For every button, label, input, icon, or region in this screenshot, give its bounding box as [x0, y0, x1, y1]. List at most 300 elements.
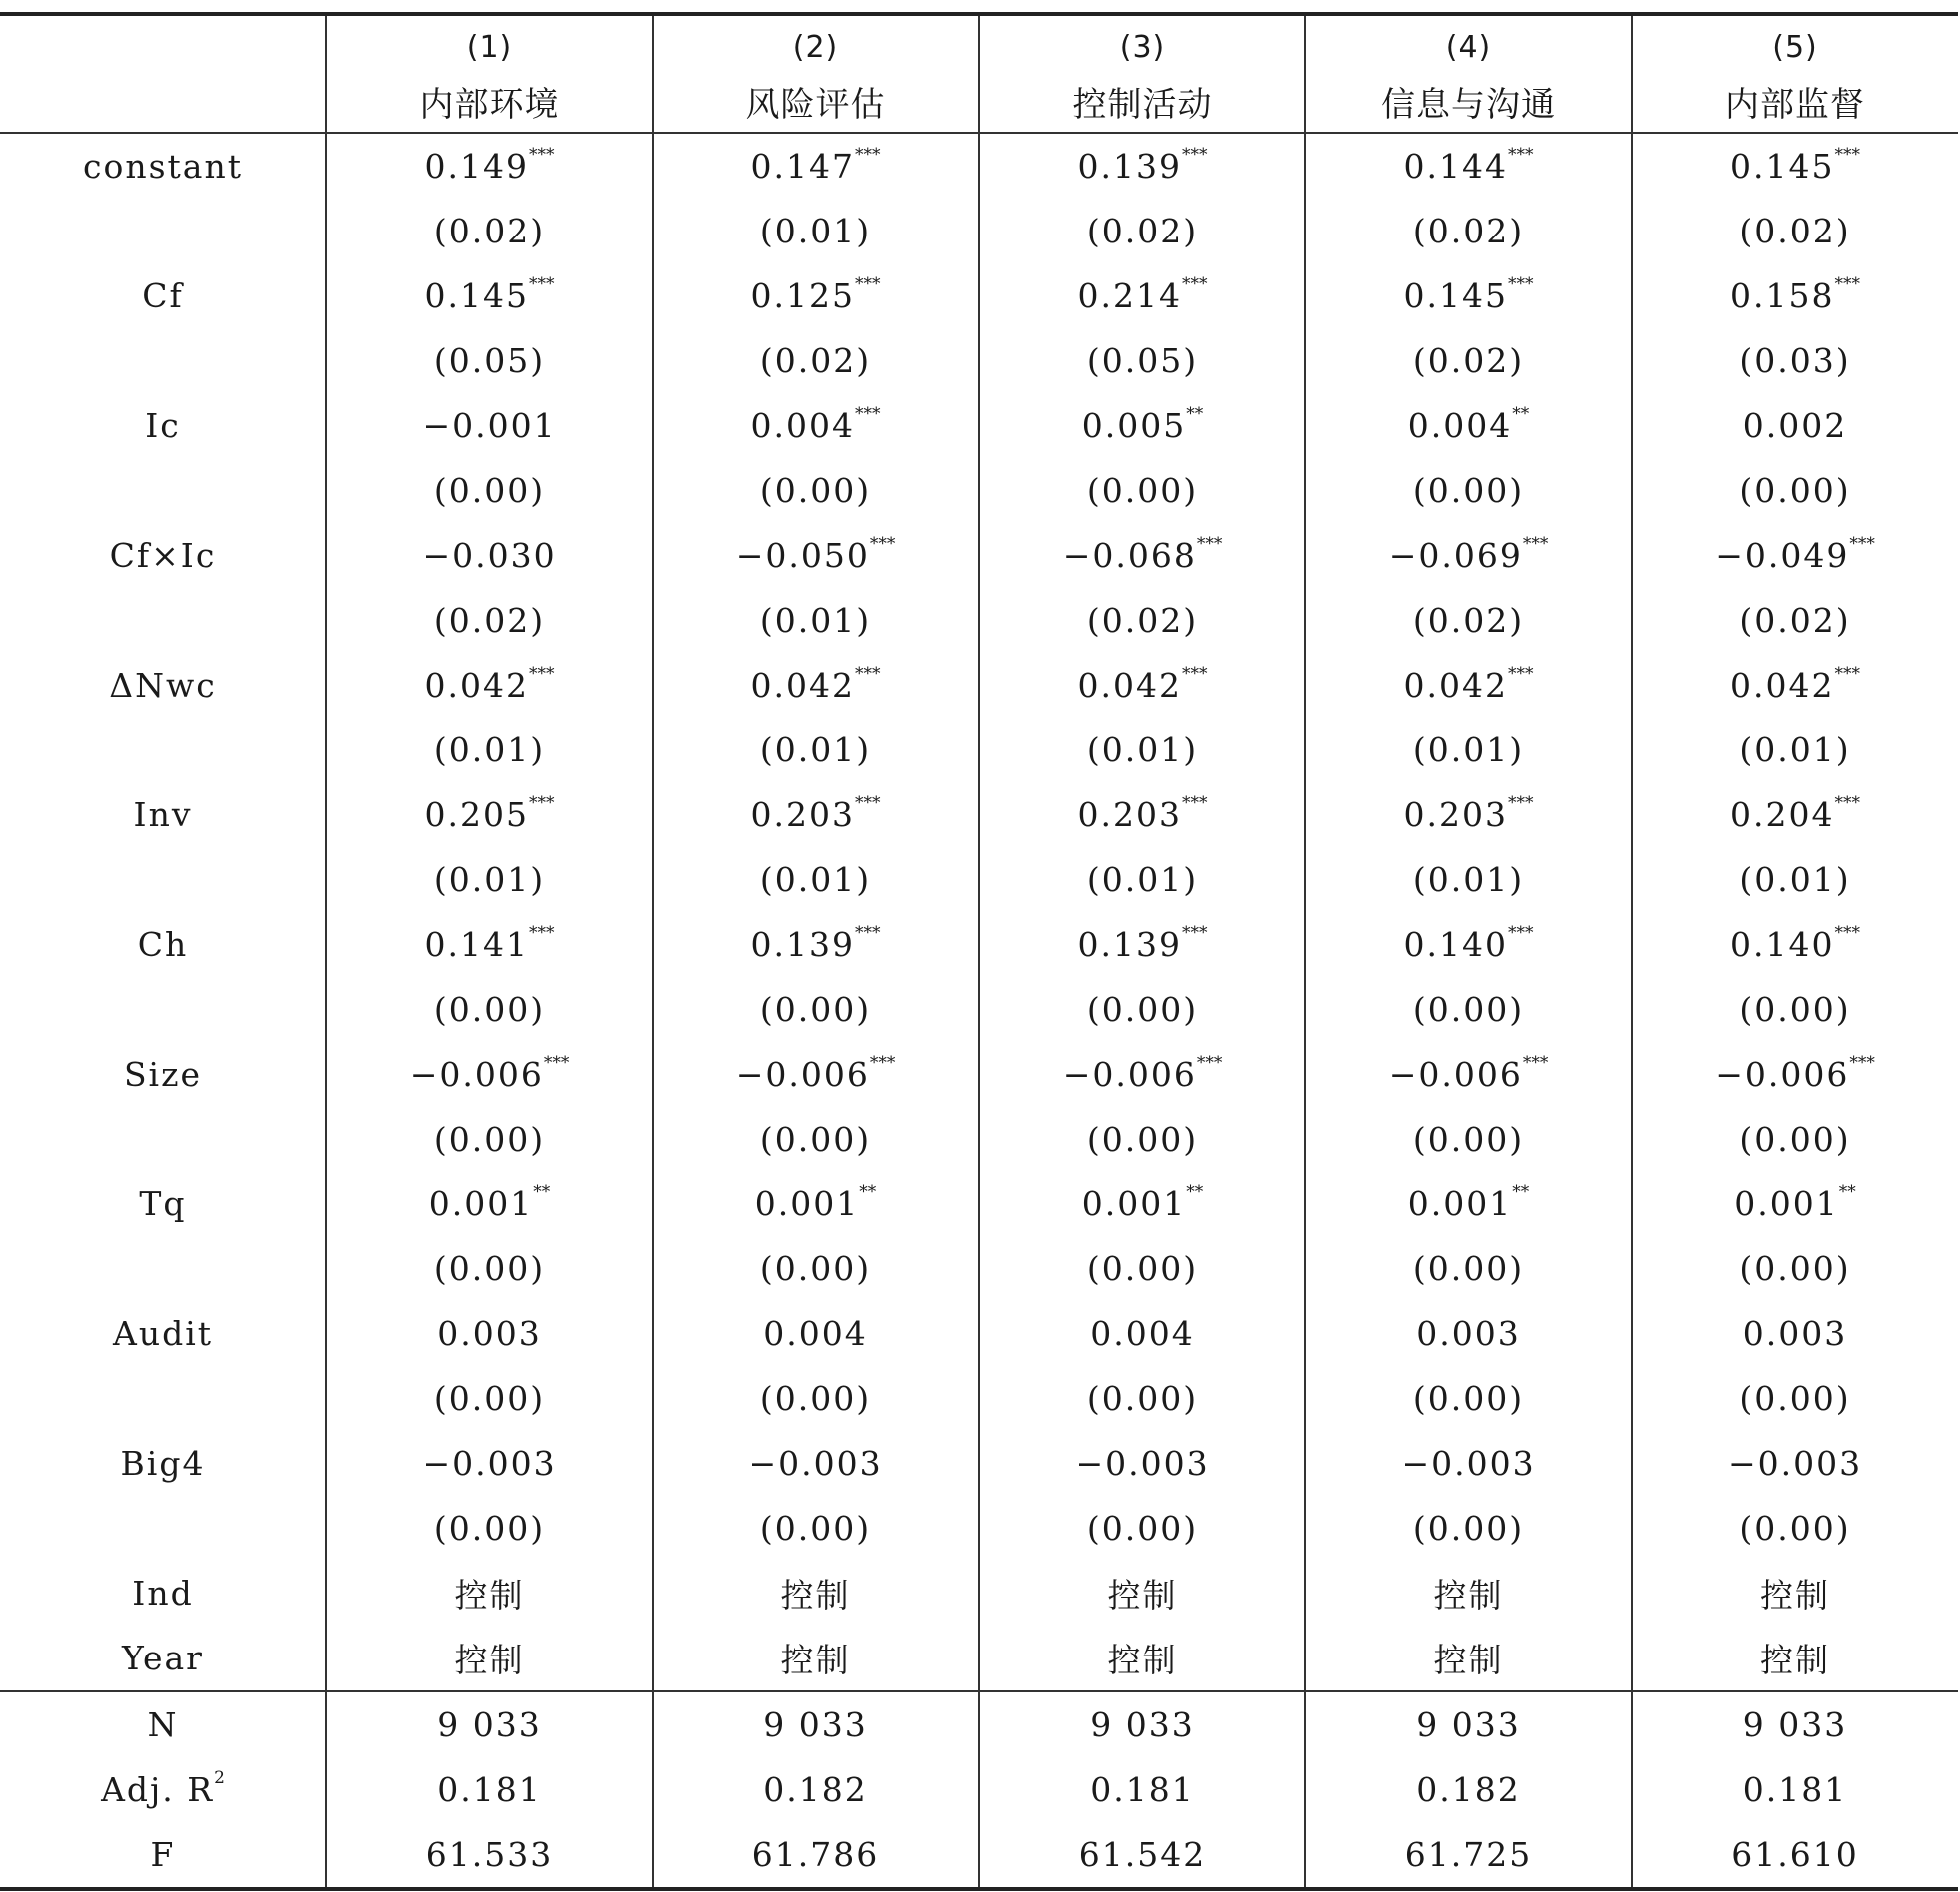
- coefficient-cell: [326, 782, 653, 847]
- statistic-cell: 61.542: [979, 1822, 1305, 1889]
- coefficient-cell: [653, 1172, 979, 1236]
- coefficient-cell: [1632, 782, 1958, 847]
- coefficient-cell: [1305, 653, 1632, 717]
- standard-error-cell: (0.00): [979, 977, 1305, 1042]
- coefficient-value: 0.139: [1077, 147, 1182, 186]
- control-row: [0, 1626, 1958, 1691]
- coefficient-rows: [0, 133, 1958, 1691]
- significance-stars: **: [859, 1182, 877, 1202]
- standard-error-cell: (0.00): [1632, 458, 1958, 523]
- coefficient-cell: [1632, 1172, 1958, 1236]
- coefficient-value: −0.006: [409, 1055, 544, 1094]
- coefficient-cell: [979, 1172, 1305, 1236]
- coefficient-cell: [1305, 1301, 1632, 1366]
- variable-label: Ch: [137, 925, 189, 964]
- standard-error-cell: (0.02): [653, 328, 979, 393]
- variable-label: Cf: [142, 276, 184, 315]
- standard-error-cell: (0.00): [326, 1366, 653, 1431]
- variable-label: ΔNwc: [109, 666, 217, 705]
- standard-error-cell: (0.00): [979, 458, 1305, 523]
- standard-error-row: [0, 977, 1958, 1042]
- coefficient-row: [0, 782, 1958, 847]
- coefficient-cell: [1632, 523, 1958, 588]
- standard-error-cell: (0.00): [979, 1496, 1305, 1561]
- regression-table-container: [0, 12, 1958, 1891]
- significance-stars: ***: [1507, 145, 1534, 165]
- coefficient-value: 0.141: [424, 925, 529, 964]
- significance-stars: ***: [1181, 793, 1208, 813]
- control-cell: 控制: [1305, 1561, 1632, 1626]
- header-corner-cell: [0, 72, 326, 133]
- coefficient-cell: [1632, 912, 1958, 977]
- statistic-label-cell: [0, 1691, 326, 1757]
- coefficient-cell: [979, 263, 1305, 328]
- coefficient-cell: [1305, 1172, 1632, 1236]
- coefficient-value: 0.003: [437, 1314, 542, 1353]
- coefficient-value: 0.140: [1403, 925, 1508, 964]
- standard-error-cell: (0.05): [979, 328, 1305, 393]
- significance-stars: ***: [1834, 274, 1860, 294]
- standard-error-cell: (0.00): [326, 1107, 653, 1172]
- statistic-cell: 0.181: [979, 1757, 1305, 1822]
- standard-error-cell: (0.00): [653, 977, 979, 1042]
- variable-label-empty: [0, 977, 326, 1042]
- standard-error-cell: (0.00): [1305, 1496, 1632, 1561]
- coefficient-value: 0.139: [750, 925, 855, 964]
- variable-label: Ic: [145, 406, 181, 445]
- standard-error-cell: (0.00): [979, 1366, 1305, 1431]
- coefficient-row: [0, 393, 1958, 458]
- statistic-cell: 61.533: [326, 1822, 653, 1889]
- coefficient-value: −0.006: [1062, 1055, 1197, 1094]
- header-row-numbers: [0, 14, 1958, 72]
- coefficient-cell: [1632, 1042, 1958, 1107]
- coefficient-value: −0.003: [422, 1444, 557, 1483]
- coefficient-value: 0.204: [1730, 795, 1835, 834]
- significance-stars: ***: [1522, 1053, 1549, 1073]
- coefficient-value: 0.149: [424, 147, 529, 186]
- significance-stars: ***: [854, 664, 881, 684]
- coefficient-value: 0.147: [750, 147, 855, 186]
- significance-stars: ***: [528, 145, 555, 165]
- column-name: 内部环境: [326, 72, 653, 133]
- standard-error-row: [0, 717, 1958, 782]
- coefficient-value: 0.003: [1416, 1314, 1521, 1353]
- coefficient-cell: [326, 1172, 653, 1236]
- coefficient-cell: [1632, 393, 1958, 458]
- variable-label: Cf×Ic: [109, 536, 217, 575]
- coefficient-value: 0.001: [1081, 1184, 1187, 1223]
- coefficient-cell: [979, 1042, 1305, 1107]
- coefficient-value: 0.003: [1742, 1314, 1848, 1353]
- standard-error-cell: (0.00): [653, 1107, 979, 1172]
- coefficient-cell: [1632, 653, 1958, 717]
- coefficient-value: 0.158: [1730, 276, 1835, 315]
- significance-stars: ***: [1181, 664, 1208, 684]
- control-cell: 控制: [653, 1626, 979, 1691]
- variable-label: Big4: [120, 1444, 206, 1483]
- significance-stars: ***: [1181, 145, 1208, 165]
- coefficient-cell: [653, 1301, 979, 1366]
- standard-error-cell: (0.00): [326, 1496, 653, 1561]
- statistic-row: [0, 1691, 1958, 1757]
- standard-error-cell: (0.01): [653, 199, 979, 263]
- standard-error-cell: (0.00): [326, 977, 653, 1042]
- significance-stars: ***: [854, 923, 881, 943]
- coefficient-cell: [979, 653, 1305, 717]
- significance-stars: ***: [528, 923, 555, 943]
- coefficient-value: −0.003: [1075, 1444, 1210, 1483]
- coefficient-value: −0.003: [748, 1444, 883, 1483]
- coefficient-value: 0.042: [1730, 666, 1835, 705]
- variable-label-empty: [0, 328, 326, 393]
- statistic-cell: 61.610: [1632, 1822, 1958, 1889]
- standard-error-cell: (0.02): [1305, 588, 1632, 653]
- coefficient-value: 0.145: [1730, 147, 1835, 186]
- standard-error-cell: (0.00): [1305, 458, 1632, 523]
- significance-stars: ***: [528, 274, 555, 294]
- significance-stars: ***: [528, 793, 555, 813]
- coefficient-cell: [1632, 263, 1958, 328]
- control-cell: 控制: [1305, 1626, 1632, 1691]
- standard-error-row: [0, 847, 1958, 912]
- variable-label: constant: [83, 147, 243, 186]
- standard-error-cell: (0.00): [1632, 1366, 1958, 1431]
- coefficient-value: 0.205: [424, 795, 529, 834]
- statistic-cell: 9 033: [979, 1691, 1305, 1757]
- variable-label: Inv: [133, 795, 193, 834]
- significance-stars: ***: [1181, 923, 1208, 943]
- standard-error-cell: (0.01): [326, 717, 653, 782]
- column-name: 内部监督: [1632, 72, 1958, 133]
- coefficient-value: 0.145: [1403, 276, 1508, 315]
- control-cell: 控制: [1632, 1561, 1958, 1626]
- standard-error-cell: (0.01): [653, 717, 979, 782]
- standard-error-cell: (0.02): [1305, 199, 1632, 263]
- statistic-cell: 9 033: [1305, 1691, 1632, 1757]
- significance-stars: ***: [869, 534, 896, 554]
- coefficient-row: [0, 1172, 1958, 1236]
- standard-error-cell: (0.00): [653, 1236, 979, 1301]
- statistic-row: [0, 1757, 1958, 1822]
- control-cell: 控制: [653, 1561, 979, 1626]
- coefficient-cell: [326, 912, 653, 977]
- coefficient-cell: [653, 263, 979, 328]
- standard-error-row: [0, 1366, 1958, 1431]
- control-cell: 控制: [1632, 1626, 1958, 1691]
- control-label: Year: [0, 1626, 326, 1691]
- coefficient-value: 0.001: [1407, 1184, 1513, 1223]
- coefficient-value: 0.005: [1081, 406, 1187, 445]
- variable-label-empty: [0, 588, 326, 653]
- coefficient-value: 0.042: [750, 666, 855, 705]
- significance-stars: **: [1512, 1182, 1530, 1202]
- standard-error-row: [0, 588, 1958, 653]
- coefficient-cell: [326, 523, 653, 588]
- column-name: 信息与沟通: [1305, 72, 1632, 133]
- significance-stars: ***: [1834, 923, 1860, 943]
- variable-label-empty: [0, 199, 326, 263]
- control-label: Ind: [132, 1574, 194, 1613]
- coefficient-cell: [653, 1431, 979, 1496]
- coefficient-cell: [979, 782, 1305, 847]
- coefficient-cell: [1305, 782, 1632, 847]
- standard-error-cell: (0.00): [326, 458, 653, 523]
- coefficient-row: [0, 523, 1958, 588]
- variable-label: Tq: [139, 1184, 187, 1223]
- coefficient-value: 0.203: [750, 795, 855, 834]
- coefficient-cell: [1632, 133, 1958, 199]
- coefficient-value: −0.069: [1388, 536, 1523, 575]
- variable-label-empty: [0, 1107, 326, 1172]
- coefficient-cell: [979, 523, 1305, 588]
- standard-error-cell: (0.00): [326, 1236, 653, 1301]
- significance-stars: **: [1512, 404, 1530, 424]
- standard-error-cell: (0.00): [1632, 1107, 1958, 1172]
- standard-error-cell: (0.00): [1305, 1236, 1632, 1301]
- significance-stars: **: [1186, 1182, 1204, 1202]
- coefficient-cell: [326, 1431, 653, 1496]
- standard-error-cell: (0.01): [326, 847, 653, 912]
- statistic-cell: 9 033: [1632, 1691, 1958, 1757]
- standard-error-cell: (0.00): [1632, 1236, 1958, 1301]
- statistic-cell: 0.182: [1305, 1757, 1632, 1822]
- variable-label-empty: [0, 847, 326, 912]
- statistic-cell: 61.725: [1305, 1822, 1632, 1889]
- standard-error-cell: (0.01): [1632, 847, 1958, 912]
- coefficient-value: −0.006: [1388, 1055, 1523, 1094]
- significance-stars: ***: [1507, 664, 1534, 684]
- standard-error-cell: (0.02): [979, 588, 1305, 653]
- statistics-rows: [0, 1691, 1958, 1889]
- coefficient-row: [0, 653, 1958, 717]
- standard-error-cell: (0.03): [1632, 328, 1958, 393]
- coefficient-cell: [653, 782, 979, 847]
- significance-stars: ***: [1834, 145, 1860, 165]
- significance-stars: ***: [854, 145, 881, 165]
- coefficient-cell: [1305, 523, 1632, 588]
- standard-error-row: [0, 199, 1958, 263]
- coefficient-value: −0.003: [1727, 1444, 1863, 1483]
- statistic-row: [0, 1822, 1958, 1889]
- statistic-cell: 9 033: [653, 1691, 979, 1757]
- coefficient-cell: [1305, 133, 1632, 199]
- coefficient-value: 0.125: [750, 276, 855, 315]
- standard-error-cell: (0.00): [979, 1107, 1305, 1172]
- control-row: [0, 1561, 1958, 1626]
- standard-error-cell: (0.00): [1632, 977, 1958, 1042]
- coefficient-value: −0.030: [422, 536, 557, 575]
- significance-stars: ***: [854, 404, 881, 424]
- control-cell: 控制: [326, 1626, 653, 1691]
- coefficient-cell: [326, 653, 653, 717]
- header-row-names: [0, 72, 1958, 133]
- significance-stars: ***: [1196, 534, 1223, 554]
- standard-error-row: [0, 1236, 1958, 1301]
- coefficient-value: 0.145: [424, 276, 529, 315]
- significance-stars: ***: [854, 793, 881, 813]
- standard-error-cell: (0.01): [653, 588, 979, 653]
- coefficient-value: −0.050: [735, 536, 870, 575]
- significance-stars: ***: [1507, 274, 1534, 294]
- variable-label-empty: [0, 1366, 326, 1431]
- significance-stars: ***: [1181, 274, 1208, 294]
- standard-error-cell: (0.02): [326, 199, 653, 263]
- standard-error-cell: (0.02): [326, 588, 653, 653]
- coefficient-row: [0, 133, 1958, 199]
- statistic-cell: 61.786: [653, 1822, 979, 1889]
- coefficient-cell: [653, 133, 979, 199]
- standard-error-cell: (0.01): [653, 847, 979, 912]
- significance-stars: ***: [1834, 793, 1860, 813]
- coefficient-row: [0, 263, 1958, 328]
- standard-error-cell: (0.00): [653, 1366, 979, 1431]
- coefficient-value: 0.001: [754, 1184, 860, 1223]
- significance-stars: **: [533, 1182, 551, 1202]
- coefficient-cell: [653, 653, 979, 717]
- standard-error-cell: (0.00): [1305, 1366, 1632, 1431]
- variable-label-empty: [0, 458, 326, 523]
- statistic-cell: 0.181: [326, 1757, 653, 1822]
- statistic-label-cell: [0, 1757, 326, 1822]
- coefficient-value: −0.049: [1715, 536, 1850, 575]
- coefficient-value: −0.006: [735, 1055, 870, 1094]
- coefficient-row: [0, 1301, 1958, 1366]
- coefficient-row: [0, 1042, 1958, 1107]
- coefficient-cell: [653, 1042, 979, 1107]
- statistic-label: F: [150, 1835, 176, 1874]
- coefficient-cell: [653, 523, 979, 588]
- coefficient-cell: [1632, 1431, 1958, 1496]
- standard-error-cell: (0.05): [326, 328, 653, 393]
- coefficient-row: [0, 1431, 1958, 1496]
- statistic-label: N: [147, 1705, 179, 1744]
- coefficient-cell: [1305, 263, 1632, 328]
- statistic-cell: 9 033: [326, 1691, 653, 1757]
- standard-error-row: [0, 1496, 1958, 1561]
- coefficient-row: [0, 912, 1958, 977]
- standard-error-cell: (0.02): [1305, 328, 1632, 393]
- standard-error-cell: (0.00): [1632, 1496, 1958, 1561]
- control-cell: 控制: [979, 1561, 1305, 1626]
- significance-stars: ***: [869, 1053, 896, 1073]
- statistic-cell: 0.182: [653, 1757, 979, 1822]
- significance-stars: ***: [1849, 534, 1875, 554]
- standard-error-cell: (0.02): [1632, 588, 1958, 653]
- column-number: (3): [979, 14, 1305, 72]
- header-corner-cell: [0, 14, 326, 72]
- standard-error-cell: (0.01): [1305, 847, 1632, 912]
- variable-label-empty: [0, 1236, 326, 1301]
- variable-label-empty: [0, 1496, 326, 1561]
- coefficient-cell: [979, 1431, 1305, 1496]
- standard-error-row: [0, 328, 1958, 393]
- coefficient-value: −0.068: [1062, 536, 1197, 575]
- standard-error-cell: (0.01): [979, 717, 1305, 782]
- significance-stars: ***: [1522, 534, 1549, 554]
- standard-error-row: [0, 1107, 1958, 1172]
- coefficient-value: 0.002: [1742, 406, 1848, 445]
- coefficient-cell: [979, 393, 1305, 458]
- significance-stars: ***: [1196, 1053, 1223, 1073]
- coefficient-cell: [653, 912, 979, 977]
- regression-table: [0, 12, 1958, 1891]
- coefficient-cell: [1632, 1301, 1958, 1366]
- coefficient-value: 0.042: [1077, 666, 1182, 705]
- variable-label-empty: [0, 717, 326, 782]
- statistic-label-cell: [0, 1822, 326, 1889]
- statistic-cell: 0.181: [1632, 1757, 1958, 1822]
- column-number: (2): [653, 14, 979, 72]
- significance-stars: ***: [854, 274, 881, 294]
- standard-error-cell: (0.01): [1305, 717, 1632, 782]
- coefficient-value: 0.139: [1077, 925, 1182, 964]
- significance-stars: ***: [1834, 664, 1860, 684]
- coefficient-cell: [1305, 1431, 1632, 1496]
- variable-label: Audit: [112, 1314, 214, 1353]
- coefficient-value: 0.001: [428, 1184, 534, 1223]
- standard-error-cell: (0.01): [979, 847, 1305, 912]
- standard-error-cell: (0.02): [1632, 199, 1958, 263]
- significance-stars: ***: [1849, 1053, 1875, 1073]
- coefficient-value: 0.004: [1407, 406, 1513, 445]
- coefficient-value: 0.214: [1077, 276, 1182, 315]
- coefficient-cell: [326, 263, 653, 328]
- coefficient-value: −0.001: [422, 406, 557, 445]
- column-number: (4): [1305, 14, 1632, 72]
- control-cell: 控制: [979, 1626, 1305, 1691]
- significance-stars: **: [1838, 1182, 1856, 1202]
- coefficient-value: −0.006: [1715, 1055, 1850, 1094]
- standard-error-cell: (0.00): [1305, 1107, 1632, 1172]
- coefficient-cell: [979, 912, 1305, 977]
- coefficient-cell: [979, 1301, 1305, 1366]
- coefficient-cell: [1305, 912, 1632, 977]
- statistic-label: Adj. R: [101, 1770, 215, 1809]
- coefficient-value: 0.004: [750, 406, 855, 445]
- control-cell: 控制: [326, 1561, 653, 1626]
- significance-stars: ***: [1507, 793, 1534, 813]
- column-number: (5): [1632, 14, 1958, 72]
- coefficient-value: 0.144: [1403, 147, 1508, 186]
- column-number: (1): [326, 14, 653, 72]
- table-header: [0, 14, 1958, 133]
- standard-error-cell: (0.00): [653, 1496, 979, 1561]
- statistic-label-superscript: 2: [214, 1768, 225, 1788]
- coefficient-value: 0.203: [1403, 795, 1508, 834]
- coefficient-value: 0.004: [1090, 1314, 1195, 1353]
- coefficient-cell: [326, 133, 653, 199]
- coefficient-cell: [653, 393, 979, 458]
- significance-stars: ***: [1507, 923, 1534, 943]
- column-name: 风险评估: [653, 72, 979, 133]
- significance-stars: ***: [528, 664, 555, 684]
- coefficient-cell: [326, 1042, 653, 1107]
- variable-label: Size: [123, 1055, 203, 1094]
- standard-error-cell: (0.00): [653, 458, 979, 523]
- coefficient-value: 0.001: [1734, 1184, 1839, 1223]
- significance-stars: **: [1186, 404, 1204, 424]
- significance-stars: ***: [543, 1053, 570, 1073]
- coefficient-value: 0.140: [1730, 925, 1835, 964]
- coefficient-cell: [979, 133, 1305, 199]
- standard-error-cell: (0.02): [979, 199, 1305, 263]
- column-name: 控制活动: [979, 72, 1305, 133]
- standard-error-cell: (0.00): [979, 1236, 1305, 1301]
- coefficient-value: 0.004: [763, 1314, 868, 1353]
- standard-error-cell: (0.01): [1632, 717, 1958, 782]
- coefficient-cell: [1305, 393, 1632, 458]
